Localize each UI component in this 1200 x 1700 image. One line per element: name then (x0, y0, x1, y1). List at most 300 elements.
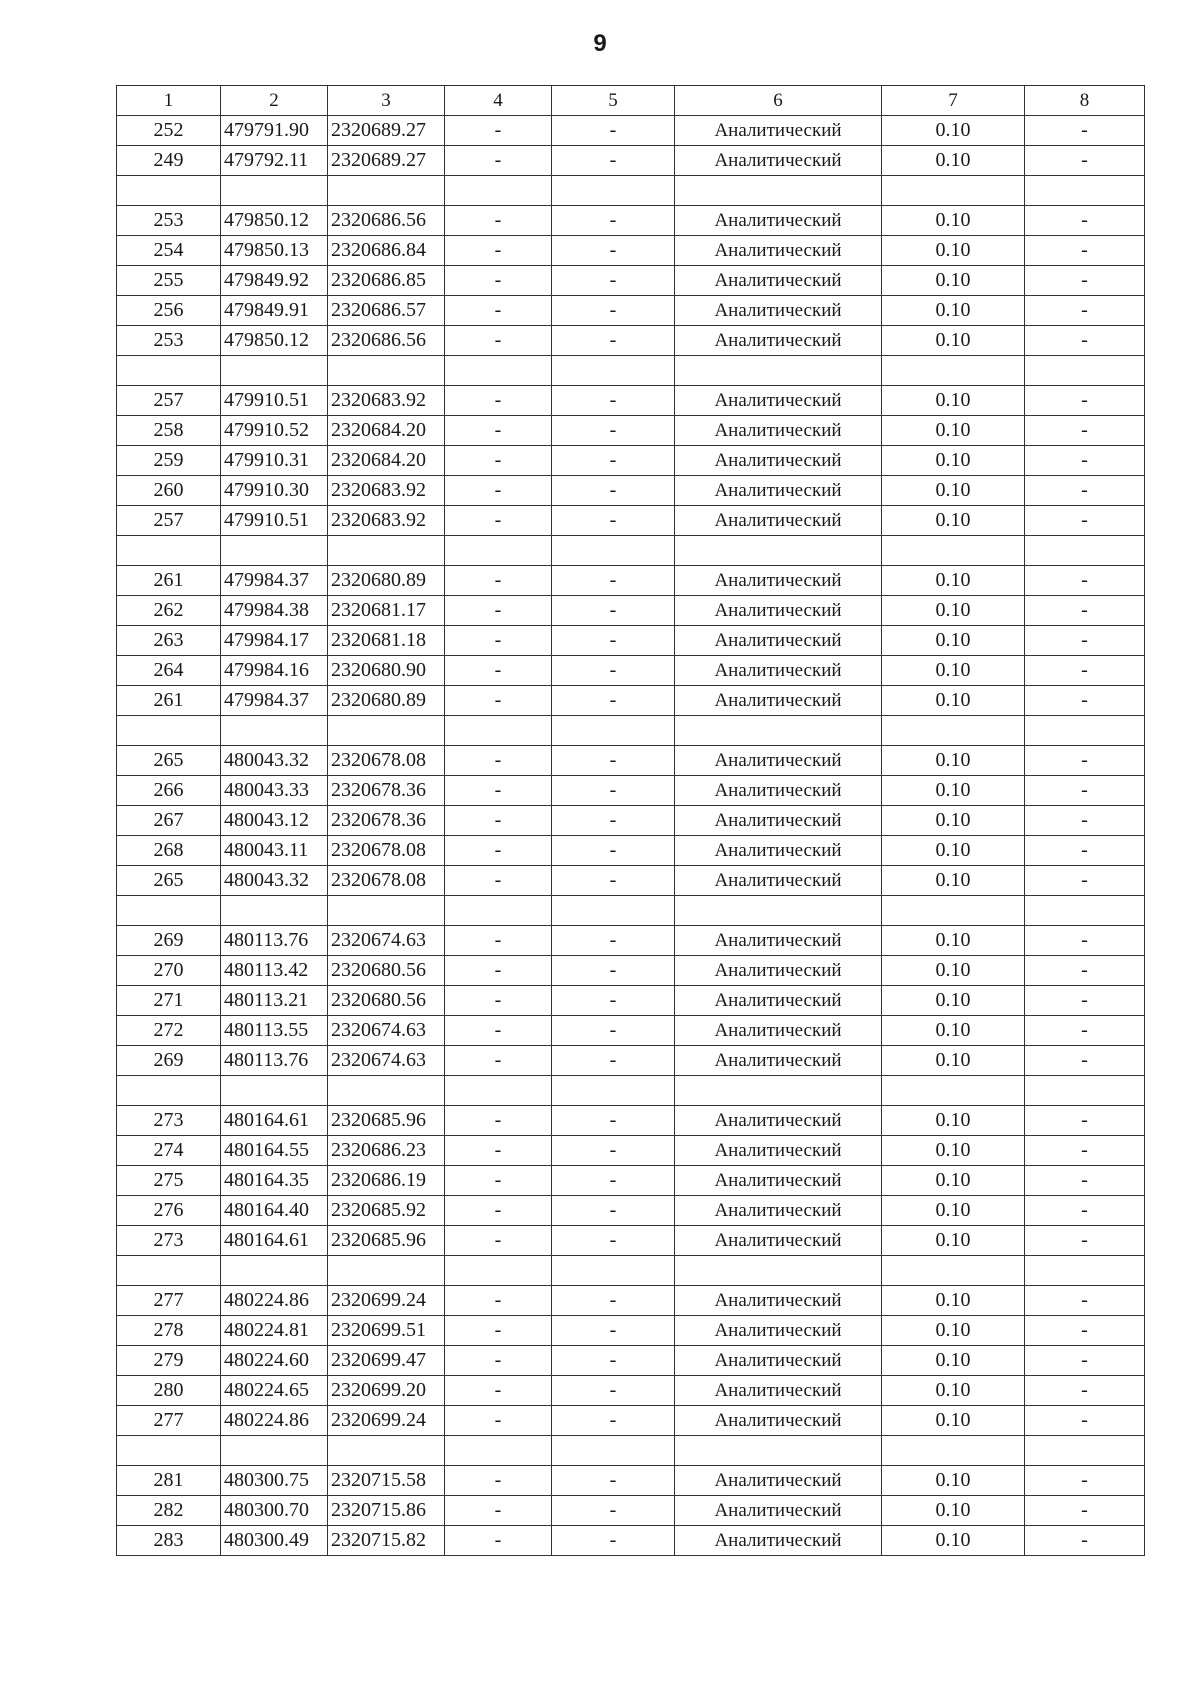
method-cell: Аналитический (675, 1526, 882, 1556)
method-cell: Аналитический (675, 1226, 882, 1256)
col8-cell: - (1025, 956, 1145, 986)
col8-cell: - (1025, 626, 1145, 656)
table-row (117, 1466, 1145, 1496)
method-cell: Аналитический (675, 986, 882, 1016)
column-header: 6 (675, 86, 882, 116)
col8-cell: - (1025, 926, 1145, 956)
accuracy-cell: 0.10 (882, 1106, 1025, 1136)
col8-cell: - (1025, 206, 1145, 236)
point-number-cell: 266 (117, 776, 221, 806)
col4-cell: - (445, 656, 552, 686)
col8-cell: - (1025, 386, 1145, 416)
method-cell: Аналитический (675, 1496, 882, 1526)
col8-cell: - (1025, 776, 1145, 806)
col4-cell: - (445, 1526, 552, 1556)
point-number-cell: 277 (117, 1286, 221, 1316)
accuracy-cell: 0.10 (882, 1466, 1025, 1496)
y-coordinate-cell (328, 536, 445, 566)
accuracy-cell: 0.10 (882, 746, 1025, 776)
table-row (117, 1316, 1145, 1346)
method-cell: Аналитический (675, 386, 882, 416)
x-coordinate-cell: 479849.92 (221, 266, 328, 296)
accuracy-cell: 0.10 (882, 236, 1025, 266)
col5-cell: - (552, 1016, 675, 1046)
table-row (117, 386, 1145, 416)
y-coordinate-cell: 2320680.56 (328, 956, 445, 986)
col4-cell (445, 896, 552, 926)
table-row (117, 656, 1145, 686)
col8-cell: - (1025, 986, 1145, 1016)
table-body (117, 116, 1145, 1556)
method-cell: Аналитический (675, 806, 882, 836)
method-cell: Аналитический (675, 446, 882, 476)
col5-cell: - (552, 836, 675, 866)
x-coordinate-cell: 480164.40 (221, 1196, 328, 1226)
table-row (117, 506, 1145, 536)
method-cell (675, 356, 882, 386)
point-number-cell: 253 (117, 206, 221, 236)
x-coordinate-cell: 480043.12 (221, 806, 328, 836)
y-coordinate-cell: 2320685.96 (328, 1106, 445, 1136)
point-number-cell: 254 (117, 236, 221, 266)
column-header: 1 (117, 86, 221, 116)
separator-row (117, 356, 1145, 386)
col4-cell: - (445, 1466, 552, 1496)
method-cell (675, 1436, 882, 1466)
y-coordinate-cell: 2320674.63 (328, 926, 445, 956)
table-row (117, 116, 1145, 146)
col4-cell: - (445, 236, 552, 266)
table-row (117, 1376, 1145, 1406)
method-cell: Аналитический (675, 746, 882, 776)
x-coordinate-cell: 479792.11 (221, 146, 328, 176)
col5-cell: - (552, 1466, 675, 1496)
y-coordinate-cell: 2320678.08 (328, 866, 445, 896)
point-number-cell (117, 716, 221, 746)
table-row (117, 1526, 1145, 1556)
accuracy-cell: 0.10 (882, 1286, 1025, 1316)
y-coordinate-cell: 2320685.96 (328, 1226, 445, 1256)
point-number-cell: 269 (117, 1046, 221, 1076)
col8-cell: - (1025, 866, 1145, 896)
x-coordinate-cell: 480043.11 (221, 836, 328, 866)
accuracy-cell: 0.10 (882, 326, 1025, 356)
method-cell: Аналитический (675, 1106, 882, 1136)
col8-cell: - (1025, 1376, 1145, 1406)
point-number-cell: 275 (117, 1166, 221, 1196)
accuracy-cell (882, 1436, 1025, 1466)
col8-cell: - (1025, 1346, 1145, 1376)
accuracy-cell: 0.10 (882, 1166, 1025, 1196)
col8-cell: - (1025, 1136, 1145, 1166)
col5-cell (552, 1256, 675, 1286)
x-coordinate-cell: 479910.31 (221, 446, 328, 476)
col5-cell (552, 896, 675, 926)
col5-cell: - (552, 1106, 675, 1136)
point-number-cell: 269 (117, 926, 221, 956)
method-cell: Аналитический (675, 506, 882, 536)
method-cell (675, 1076, 882, 1106)
x-coordinate-cell: 480113.76 (221, 926, 328, 956)
col5-cell: - (552, 1046, 675, 1076)
accuracy-cell: 0.10 (882, 1136, 1025, 1166)
y-coordinate-cell: 2320686.56 (328, 326, 445, 356)
table-row (117, 686, 1145, 716)
col5-cell: - (552, 296, 675, 326)
y-coordinate-cell: 2320684.20 (328, 416, 445, 446)
col8-cell: - (1025, 116, 1145, 146)
y-coordinate-cell: 2320699.24 (328, 1286, 445, 1316)
table-row (117, 776, 1145, 806)
method-cell: Аналитический (675, 476, 882, 506)
y-coordinate-cell: 2320674.63 (328, 1046, 445, 1076)
point-number-cell: 249 (117, 146, 221, 176)
y-coordinate-cell: 2320683.92 (328, 386, 445, 416)
col4-cell: - (445, 476, 552, 506)
point-number-cell: 265 (117, 746, 221, 776)
col4-cell: - (445, 506, 552, 536)
x-coordinate-cell: 480164.61 (221, 1106, 328, 1136)
accuracy-cell: 0.10 (882, 1496, 1025, 1526)
point-number-cell: 274 (117, 1136, 221, 1166)
col5-cell: - (552, 926, 675, 956)
col8-cell: - (1025, 506, 1145, 536)
table-row (117, 596, 1145, 626)
col4-cell: - (445, 1286, 552, 1316)
accuracy-cell (882, 536, 1025, 566)
col4-cell: - (445, 266, 552, 296)
y-coordinate-cell: 2320686.23 (328, 1136, 445, 1166)
col5-cell (552, 356, 675, 386)
point-number-cell (117, 1076, 221, 1106)
accuracy-cell: 0.10 (882, 1526, 1025, 1556)
x-coordinate-cell: 480224.65 (221, 1376, 328, 1406)
x-coordinate-cell: 479910.30 (221, 476, 328, 506)
method-cell (675, 536, 882, 566)
table-row (117, 446, 1145, 476)
x-coordinate-cell (221, 1436, 328, 1466)
col4-cell: - (445, 1046, 552, 1076)
col4-cell: - (445, 1196, 552, 1226)
x-coordinate-cell: 480300.49 (221, 1526, 328, 1556)
point-number-cell: 276 (117, 1196, 221, 1226)
x-coordinate-cell: 480113.21 (221, 986, 328, 1016)
col4-cell: - (445, 326, 552, 356)
point-number-cell: 260 (117, 476, 221, 506)
x-coordinate-cell: 479791.90 (221, 116, 328, 146)
method-cell: Аналитический (675, 836, 882, 866)
x-coordinate-cell: 479984.37 (221, 566, 328, 596)
y-coordinate-cell: 2320699.24 (328, 1406, 445, 1436)
col5-cell: - (552, 986, 675, 1016)
col5-cell: - (552, 266, 675, 296)
col4-cell: - (445, 866, 552, 896)
col5-cell: - (552, 776, 675, 806)
point-number-cell: 259 (117, 446, 221, 476)
point-number-cell: 256 (117, 296, 221, 326)
col5-cell (552, 536, 675, 566)
col5-cell: - (552, 1286, 675, 1316)
table-row (117, 1406, 1145, 1436)
y-coordinate-cell: 2320684.20 (328, 446, 445, 476)
y-coordinate-cell: 2320715.58 (328, 1466, 445, 1496)
col5-cell: - (552, 1136, 675, 1166)
table-row (117, 806, 1145, 836)
col4-cell: - (445, 1496, 552, 1526)
x-coordinate-cell: 480113.76 (221, 1046, 328, 1076)
accuracy-cell (882, 716, 1025, 746)
table-row (117, 1226, 1145, 1256)
point-number-cell: 282 (117, 1496, 221, 1526)
method-cell: Аналитический (675, 566, 882, 596)
col8-cell: - (1025, 1286, 1145, 1316)
y-coordinate-cell (328, 896, 445, 926)
col5-cell: - (552, 806, 675, 836)
y-coordinate-cell: 2320699.51 (328, 1316, 445, 1346)
method-cell: Аналитический (675, 1316, 882, 1346)
y-coordinate-cell (328, 356, 445, 386)
col8-cell: - (1025, 1226, 1145, 1256)
y-coordinate-cell: 2320680.89 (328, 686, 445, 716)
x-coordinate-cell: 480224.81 (221, 1316, 328, 1346)
accuracy-cell: 0.10 (882, 146, 1025, 176)
method-cell: Аналитический (675, 656, 882, 686)
col8-cell (1025, 716, 1145, 746)
col4-cell (445, 716, 552, 746)
point-number-cell: 255 (117, 266, 221, 296)
separator-row (117, 896, 1145, 926)
column-header: 4 (445, 86, 552, 116)
y-coordinate-cell: 2320685.92 (328, 1196, 445, 1226)
x-coordinate-cell: 479910.52 (221, 416, 328, 446)
col8-cell: - (1025, 146, 1145, 176)
accuracy-cell: 0.10 (882, 1346, 1025, 1376)
accuracy-cell: 0.10 (882, 626, 1025, 656)
x-coordinate-cell: 480164.35 (221, 1166, 328, 1196)
point-number-cell: 252 (117, 116, 221, 146)
method-cell: Аналитический (675, 1466, 882, 1496)
y-coordinate-cell: 2320715.82 (328, 1526, 445, 1556)
point-number-cell: 272 (117, 1016, 221, 1046)
accuracy-cell: 0.10 (882, 1316, 1025, 1346)
col4-cell: - (445, 806, 552, 836)
col4-cell: - (445, 686, 552, 716)
x-coordinate-cell (221, 716, 328, 746)
y-coordinate-cell: 2320699.20 (328, 1376, 445, 1406)
table-row (117, 146, 1145, 176)
accuracy-cell: 0.10 (882, 116, 1025, 146)
y-coordinate-cell (328, 1076, 445, 1106)
method-cell: Аналитический (675, 116, 882, 146)
accuracy-cell: 0.10 (882, 656, 1025, 686)
separator-row (117, 1436, 1145, 1466)
x-coordinate-cell: 479984.17 (221, 626, 328, 656)
point-number-cell: 257 (117, 386, 221, 416)
col5-cell: - (552, 386, 675, 416)
accuracy-cell (882, 896, 1025, 926)
col5-cell (552, 1076, 675, 1106)
col4-cell: - (445, 446, 552, 476)
table-row (117, 626, 1145, 656)
accuracy-cell: 0.10 (882, 956, 1025, 986)
method-cell: Аналитический (675, 956, 882, 986)
accuracy-cell: 0.10 (882, 836, 1025, 866)
col4-cell: - (445, 296, 552, 326)
table-row (117, 1106, 1145, 1136)
col4-cell: - (445, 596, 552, 626)
method-cell: Аналитический (675, 1406, 882, 1436)
col4-cell: - (445, 626, 552, 656)
table-row (117, 236, 1145, 266)
col4-cell: - (445, 836, 552, 866)
method-cell: Аналитический (675, 686, 882, 716)
accuracy-cell: 0.10 (882, 446, 1025, 476)
point-number-cell: 264 (117, 656, 221, 686)
y-coordinate-cell: 2320686.84 (328, 236, 445, 266)
point-number-cell (117, 1256, 221, 1286)
method-cell (675, 1256, 882, 1286)
col8-cell: - (1025, 416, 1145, 446)
x-coordinate-cell: 480300.75 (221, 1466, 328, 1496)
method-cell: Аналитический (675, 206, 882, 236)
x-coordinate-cell: 480043.32 (221, 746, 328, 776)
x-coordinate-cell: 480224.86 (221, 1286, 328, 1316)
separator-row (117, 1076, 1145, 1106)
accuracy-cell: 0.10 (882, 986, 1025, 1016)
separator-row (117, 176, 1145, 206)
accuracy-cell: 0.10 (882, 476, 1025, 506)
y-coordinate-cell: 2320686.85 (328, 266, 445, 296)
table-row (117, 836, 1145, 866)
method-cell: Аналитический (675, 266, 882, 296)
x-coordinate-cell (221, 1076, 328, 1106)
accuracy-cell: 0.10 (882, 686, 1025, 716)
col8-cell: - (1025, 656, 1145, 686)
accuracy-cell: 0.10 (882, 1226, 1025, 1256)
col5-cell: - (552, 326, 675, 356)
y-coordinate-cell (328, 716, 445, 746)
y-coordinate-cell: 2320689.27 (328, 116, 445, 146)
y-coordinate-cell (328, 176, 445, 206)
col8-cell (1025, 896, 1145, 926)
x-coordinate-cell: 480113.55 (221, 1016, 328, 1046)
accuracy-cell: 0.10 (882, 926, 1025, 956)
table-row (117, 476, 1145, 506)
col4-cell: - (445, 1226, 552, 1256)
col5-cell: - (552, 1496, 675, 1526)
method-cell: Аналитический (675, 866, 882, 896)
col5-cell: - (552, 446, 675, 476)
accuracy-cell: 0.10 (882, 1046, 1025, 1076)
y-coordinate-cell: 2320678.36 (328, 806, 445, 836)
table-row (117, 1346, 1145, 1376)
y-coordinate-cell: 2320678.08 (328, 746, 445, 776)
col4-cell (445, 176, 552, 206)
y-coordinate-cell: 2320680.89 (328, 566, 445, 596)
col8-cell: - (1025, 686, 1145, 716)
col5-cell: - (552, 596, 675, 626)
col5-cell: - (552, 626, 675, 656)
x-coordinate-cell: 479850.12 (221, 326, 328, 356)
accuracy-cell: 0.10 (882, 1196, 1025, 1226)
y-coordinate-cell: 2320699.47 (328, 1346, 445, 1376)
x-coordinate-cell: 480224.86 (221, 1406, 328, 1436)
col5-cell: - (552, 1316, 675, 1346)
col8-cell: - (1025, 1046, 1145, 1076)
table-header-row (117, 86, 1145, 116)
col4-cell: - (445, 1106, 552, 1136)
x-coordinate-cell: 479850.12 (221, 206, 328, 236)
y-coordinate-cell: 2320715.86 (328, 1496, 445, 1526)
col5-cell (552, 1436, 675, 1466)
point-number-cell: 258 (117, 416, 221, 446)
accuracy-cell (882, 176, 1025, 206)
table-row (117, 296, 1145, 326)
col5-cell: - (552, 1166, 675, 1196)
col5-cell (552, 176, 675, 206)
col5-cell: - (552, 566, 675, 596)
col8-cell: - (1025, 1166, 1145, 1196)
table-row (117, 746, 1145, 776)
y-coordinate-cell: 2320674.63 (328, 1016, 445, 1046)
accuracy-cell (882, 1256, 1025, 1286)
col8-cell (1025, 1256, 1145, 1286)
col5-cell: - (552, 236, 675, 266)
point-number-cell: 253 (117, 326, 221, 356)
point-number-cell: 273 (117, 1226, 221, 1256)
x-coordinate-cell: 480043.33 (221, 776, 328, 806)
accuracy-cell: 0.10 (882, 566, 1025, 596)
col8-cell: - (1025, 1526, 1145, 1556)
col4-cell (445, 536, 552, 566)
method-cell (675, 176, 882, 206)
separator-row (117, 1256, 1145, 1286)
col8-cell: - (1025, 266, 1145, 296)
col8-cell: - (1025, 746, 1145, 776)
point-number-cell (117, 896, 221, 926)
table-row (117, 986, 1145, 1016)
point-number-cell: 270 (117, 956, 221, 986)
col8-cell: - (1025, 1016, 1145, 1046)
col4-cell: - (445, 146, 552, 176)
y-coordinate-cell: 2320686.56 (328, 206, 445, 236)
method-cell: Аналитический (675, 1376, 882, 1406)
col5-cell: - (552, 506, 675, 536)
point-number-cell: 281 (117, 1466, 221, 1496)
method-cell: Аналитический (675, 326, 882, 356)
point-number-cell: 262 (117, 596, 221, 626)
x-coordinate-cell: 479910.51 (221, 506, 328, 536)
separator-row (117, 716, 1145, 746)
accuracy-cell: 0.10 (882, 206, 1025, 236)
method-cell: Аналитический (675, 1166, 882, 1196)
col4-cell (445, 1076, 552, 1106)
col5-cell: - (552, 1346, 675, 1376)
method-cell: Аналитический (675, 1346, 882, 1376)
method-cell: Аналитический (675, 146, 882, 176)
table-row (117, 416, 1145, 446)
table-row (117, 926, 1145, 956)
table-row (117, 566, 1145, 596)
x-coordinate-cell: 479984.16 (221, 656, 328, 686)
accuracy-cell: 0.10 (882, 806, 1025, 836)
x-coordinate-cell (221, 1256, 328, 1286)
y-coordinate-cell: 2320686.19 (328, 1166, 445, 1196)
col8-cell: - (1025, 476, 1145, 506)
col5-cell: - (552, 1226, 675, 1256)
col5-cell: - (552, 476, 675, 506)
table-row (117, 206, 1145, 236)
